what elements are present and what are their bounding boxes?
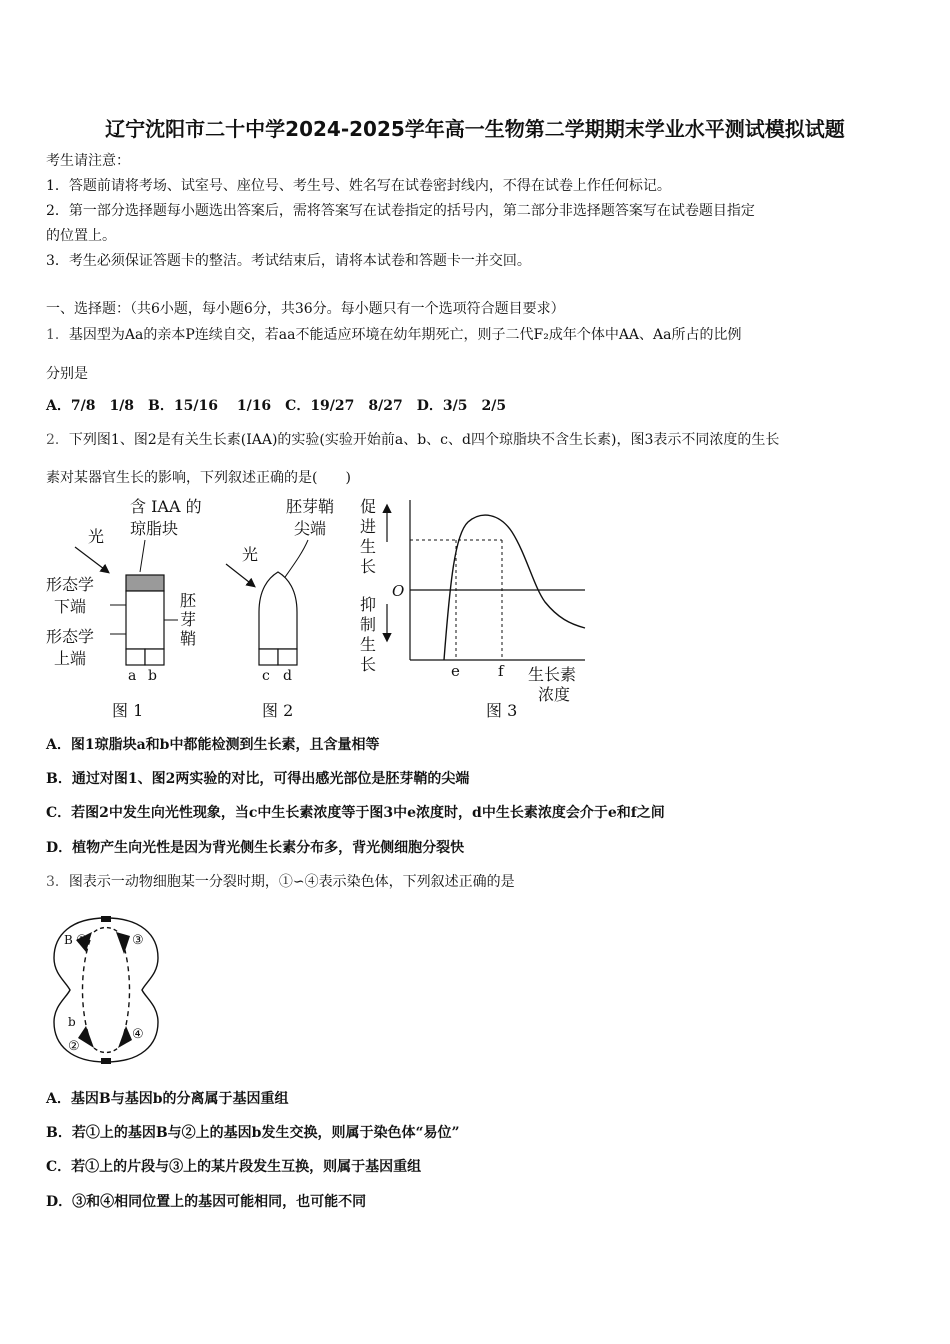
question-3-stem: 图表示一动物细胞某一分裂时期，①∽④表示染色体，下列叙述正确的是	[68, 874, 515, 890]
fig1-coleoptile-segment	[126, 591, 164, 649]
fig1-coleoptile-3: 鞘	[180, 629, 197, 648]
fig2-tip-label-2: 尖端	[294, 519, 327, 538]
fig3-origin: O	[392, 582, 405, 600]
question-3-number: 3．	[46, 874, 69, 890]
notice-heading: 考生请注意：	[46, 153, 130, 169]
fig2-coleoptile	[259, 572, 297, 649]
question-3-cell-figure	[46, 910, 166, 1070]
chromosome-1-label: ①	[76, 933, 88, 948]
fig2-caption: 图 2	[262, 701, 294, 720]
question-3-option-a: A．基因B与基因b的分离属于基因重组	[46, 1091, 289, 1107]
fig3-promote-2: 进	[360, 517, 377, 536]
fig1-label-b: b	[148, 668, 157, 684]
fig2-block-d	[278, 649, 297, 665]
fig2-block-c	[259, 649, 278, 665]
fig3-inhibit-4: 长	[360, 655, 377, 674]
fig1-morph-upper-2: 上端	[54, 649, 87, 668]
centriole-top	[101, 916, 111, 922]
fig3-promote-4: 长	[360, 557, 377, 576]
question-2-figure	[40, 492, 600, 724]
fig1-morph-lower-1: 形态学	[46, 575, 95, 594]
fig3-inhibit-1: 抑	[360, 595, 377, 614]
fig1-iaa-label-1: 含 IAA 的	[130, 497, 202, 516]
fig1-iaa-label-2: 琼脂块	[130, 519, 179, 538]
question-3	[46, 872, 515, 892]
question-1	[46, 325, 742, 345]
question-2-option-a: A．图1琼脂块a和b中都能检测到生长素，且含量相等	[46, 737, 380, 753]
question-3-option-b: B．若①上的基因B与②上的基因b发生交换，则属于染色体“易位”	[46, 1125, 460, 1141]
question-1-number: 1．	[46, 327, 69, 343]
fig1-morph-lower-2: 下端	[54, 597, 87, 616]
fig1-light-label: 光	[88, 527, 105, 546]
question-2-stem: 下列图1、图2是有关生长素(IAA)的实验(实验开始前a、b、c、d四个琼脂块不含生长素)，图3表示不同浓度的生长	[68, 432, 780, 448]
notice-item-3: 3．考生必须保证答题卡的整洁。考试结束后，请将本试卷和答题卡一并交回。	[46, 253, 531, 269]
fig1-morph-upper-1: 形态学	[46, 627, 95, 646]
notice-item-1: 1．答题前请将考场、试室号、座位号、考生号、姓名写在试卷密封线内，不得在试卷上作任何标记。	[46, 178, 671, 194]
fig2-light-arrow	[226, 564, 254, 586]
fig2-label-c: c	[262, 668, 270, 684]
fig1-block-a	[126, 649, 145, 665]
question-1-stem: 基因型为Aa的亲本P连续自交，若aa不能适应环境在幼年期死亡，则子二代F₂成年个体中AA、Aa所占的比例	[68, 327, 742, 343]
fig2-label-d: d	[283, 668, 292, 684]
fig3-caption: 图 3	[486, 701, 518, 720]
fig1-block-b	[145, 649, 164, 665]
fig3-xlabel-1: 生长素	[528, 665, 577, 684]
fig3-label-e: e	[451, 662, 460, 680]
question-1-stem-cont: 分别是	[46, 366, 88, 382]
fig3-promote-3: 生	[360, 537, 377, 556]
fig1-label-a: a	[128, 668, 137, 684]
fig2-tip-pointer	[283, 540, 308, 580]
fig1-coleoptile-2: 芽	[180, 610, 197, 629]
fig3-promote-1: 促	[360, 497, 377, 516]
fig3-inhibit-2: 制	[360, 615, 377, 634]
notice-item-2: 2．第一部分选择题每小题选出答案后，需将答案写在试卷指定的括号内，第二部分非选择题答案写在试卷题目指定	[46, 203, 755, 219]
fig1-iaa-block	[126, 575, 164, 591]
fig3-xlabel-2: 浓度	[538, 685, 571, 704]
fig1-iaa-pointer	[140, 540, 145, 572]
question-2-number: 2．	[46, 432, 69, 448]
question-2	[46, 430, 779, 450]
gene-b-label: b	[68, 1015, 76, 1029]
chromosome-4-label: ④	[132, 1027, 144, 1042]
gene-B-label: B	[64, 933, 73, 947]
question-2-option-d: D．植物产生向光性是因为背光侧生长素分布多，背光侧细胞分裂快	[46, 840, 465, 856]
figure-2	[226, 497, 334, 720]
fig2-tip-label-1: 胚芽鞘	[286, 497, 335, 516]
question-1-options: A．7/8 1/8 B．15/16 1/16 C．19/27 8/27 D．3/5 2/5	[46, 398, 507, 414]
centriole-bottom	[101, 1058, 111, 1064]
fig3-label-f: f	[498, 662, 504, 680]
chromosome-2-label: ②	[68, 1039, 80, 1054]
question-3-option-d: D．③和④相同位置上的基因可能相同，也可能不同	[46, 1194, 367, 1210]
figure-3	[360, 497, 585, 720]
figure-1	[46, 497, 202, 720]
question-2-option-c: C．若图2中发生向光性现象，当c中生长素浓度等于图3中e浓度时，d中生长素浓度会介于e和f之间	[46, 805, 665, 821]
chromosome-3-label: ③	[132, 933, 144, 948]
section-heading: 一、选择题：（共6小题，每小题6分，共36分。每小题只有一个选项符合题目要求）	[46, 301, 565, 317]
fig1-caption: 图 1	[112, 701, 144, 720]
question-2-option-b: B．通过对图1、图2两实验的对比，可得出感光部位是胚芽鞘的尖端	[46, 771, 470, 787]
fig2-light-label: 光	[242, 545, 259, 564]
page-title: 辽宁沈阳市二十中学2024-2025学年高一生物第二学期期末学业水平测试模拟试题	[105, 117, 845, 141]
fig1-coleoptile-1: 胚	[180, 591, 197, 610]
question-2-stem-cont: 素对某器官生长的影响，下列叙述正确的是( )	[46, 470, 351, 486]
fig3-curve	[444, 515, 585, 660]
fig1-light-arrow	[75, 547, 108, 572]
fig3-inhibit-3: 生	[360, 635, 377, 654]
question-3-option-c: C．若①上的片段与③上的某片段发生互换，则属于基因重组	[46, 1159, 422, 1175]
notice-item-2-cont: 的位置上。	[46, 228, 116, 244]
